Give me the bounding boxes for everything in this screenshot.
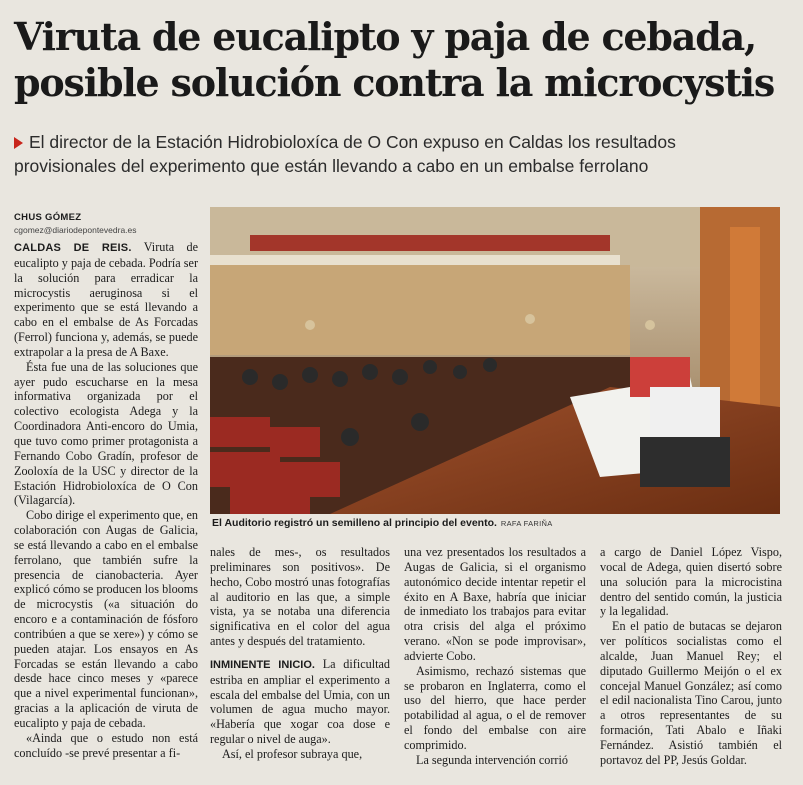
article-column-3 <box>404 545 586 768</box>
subhead: INMINENTE INICIO. <box>210 658 315 671</box>
paragraph: a cargo de Daniel López Vispo, vocal de Adega, quien disertó sobre una solución para la microcistina dentro del sentido común, la justicia y la legalidad. <box>600 545 782 619</box>
auditorium-photo <box>210 207 780 514</box>
caption-text: El Auditorio registró un semilleno al principio del evento. <box>212 517 497 529</box>
article-column-4 <box>600 545 782 768</box>
standfirst <box>14 130 794 178</box>
paragraph: Así, el profesor subraya que, <box>222 746 363 761</box>
paragraph: Ésta fue una de las soluciones que ayer pudo escucharse en la mesa informativa organizada por el colectivo ecologista Adega y la Coordinadora Anti-encoro do Umia, que tuvo como primer protagonista a Fernando Cobo Gradín, profesor de Zooloxía de la USC y director de la Estación Hidrobioloxíca de O Con (Vilagarcía). <box>14 359 198 508</box>
article-column-1 <box>14 240 198 761</box>
paragraph: La dificultad estriba en ampliar el experimento a escala del embalse del Umia, con un volumen de agua mucho mayor. «Habería que xogar coa dose e regular o nivel de auga». <box>210 656 390 747</box>
photo-credit: RAFA FARIÑA <box>500 519 553 528</box>
byline <box>14 212 214 235</box>
headline-line-1: Viruta de eucalipto y paja de cebada, <box>14 14 757 59</box>
byline-author: CHUS GÓMEZ <box>14 212 82 223</box>
paragraph: En el patio de butacas se dejaron ver políticos socialistas como el alcalde, Juan Manuel Rey; el diputado Guillermo Meijón o el ex concejal Manuel González; así como el edil nacionalista Tino Carou, junto a otros representantes de su formación, Tati Abalo e Iñaki Fernández. Asistió también el portavoz del PP, Jesús Goldar. <box>600 619 782 767</box>
article-column-2 <box>210 545 390 762</box>
paragraph: nales de mes-, os resultados preliminares son positivos». De hecho, Cobo mostró unas fotografías al auditorio en las que, a simple vista, ya se notaba una diferencia significativa en el color del agua antes y después del tratamiento. <box>210 545 390 649</box>
photo-caption <box>210 514 780 532</box>
paragraph: Cobo dirige el experimento que, en colaboración con Augas de Galicia, se está llevando a cabo en el embalse ferrolano, que también sufre la presencia de cianobacteria. Ayer explicó cómo se producen los blooms de microcystis («a situación do encoro e a contaminación de fósforo contribúen a que se xere») y cómo se pueden atajar. Los ensayos en As Forcadas se están llevando a cabo desde hace cinco meses y «parece que a nivel experimental funcionan», gracias a la aplicación de viruta de eucalipto y paja de cebada. <box>14 508 198 730</box>
headline <box>14 14 794 106</box>
paragraph: Asimismo, rechazó sistemas que se probaron en Inglaterra, como el uso del hierro, que hace perder potabilidad al agua, o el de remover el fondo del embalse con aire comprimido. <box>404 663 586 752</box>
byline-email[interactable]: cgomez@diariodepontevedra.es <box>14 225 137 235</box>
paragraph: La segunda intervención corrió <box>416 752 568 767</box>
standfirst-line-1: El director de la Estación Hidrobioloxíca de O Con expuso en Caldas los resultados <box>29 132 676 152</box>
paragraph: «Ainda que o estudo non está concluído -se prevé presentar a fi- <box>14 730 198 760</box>
red-arrow-icon <box>14 137 23 149</box>
headline-line-2: posible solución contra la microcystis <box>14 60 775 105</box>
paragraph: Viruta de eucalipto y paja de cebada. Podría ser la solución para erradicar la microcystis aeruginosa si el experimento que se está llevando a cabo en el embalse de As Forcadas (Ferrol) funciona y, además, se puede extrapolar a la presa de A Baxe. <box>14 240 198 359</box>
paragraph: una vez presentados los resultados a Augas de Galicia, si el organismo autonómico decide intentar repetir el éxito en A Baxe, habría que iniciar de inmediato los trabajos para evitar otra crisis del alga el próximo verano. «Non se pode improvisar», advierte Cobo. <box>404 545 586 663</box>
auditorium-photo-illustration <box>210 207 780 514</box>
dateline: CALDAS DE REIS. <box>14 242 132 254</box>
standfirst-line-2: provisionales del experimento que están llevando a cabo en un embalse ferrolano <box>14 156 649 176</box>
